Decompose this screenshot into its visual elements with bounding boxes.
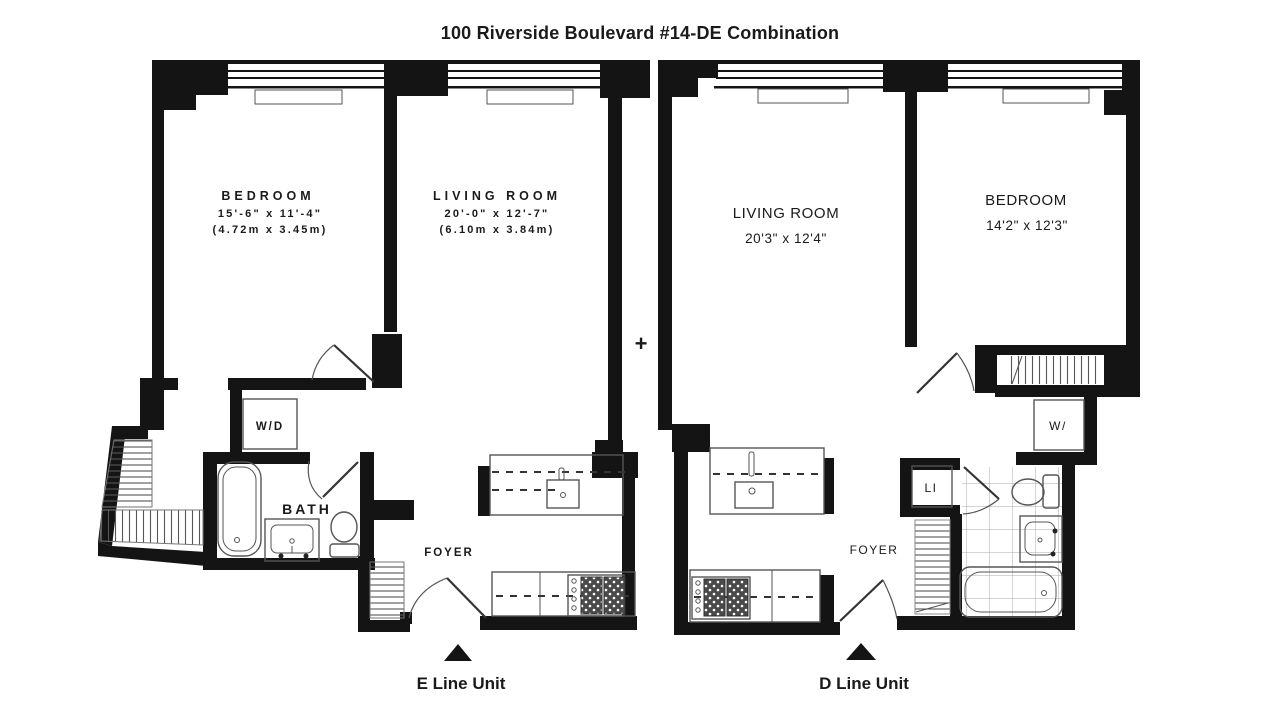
d-foyer-label: FOYER — [849, 543, 899, 557]
d-bedroom-door — [917, 353, 974, 393]
d-entry-marker-icon — [846, 643, 876, 660]
d-linen-label: LI — [924, 481, 938, 495]
e-bedroom-label: BEDROOM — [221, 189, 315, 203]
e-kitchen — [490, 455, 635, 616]
e-bedroom-door — [312, 345, 374, 382]
e-bathtub — [218, 462, 261, 556]
e-entry-marker-icon — [444, 644, 472, 661]
d-living-radiator — [758, 89, 848, 103]
e-kitchen-sink — [547, 480, 579, 508]
e-bath-door — [308, 461, 358, 499]
d-bedroom-dim-ft: 14'2" x 12'3" — [986, 218, 1068, 233]
combination-plus-sign: + — [634, 331, 648, 356]
e-washer-dryer-label: W/D — [255, 421, 285, 433]
d-entry-door — [840, 580, 897, 621]
d-living-label: LIVING ROOM — [732, 205, 840, 222]
e-bedroom-dim-ft: 15'-6" x 11'-4" — [217, 208, 323, 220]
e-bath-label: BATH — [282, 501, 332, 517]
e-bath-sink — [265, 519, 319, 561]
page-title: 100 Riverside Boulevard #14-DE Combination — [440, 23, 840, 43]
e-angled-closet-lower — [100, 510, 203, 545]
e-living-radiator — [487, 90, 573, 104]
d-unit-label: D Line Unit — [819, 674, 909, 693]
e-unit-walls — [98, 60, 650, 632]
d-washer-label: W/ — [1049, 419, 1067, 433]
e-washer-dryer-closet — [243, 399, 297, 449]
e-bedroom-radiator — [255, 90, 342, 104]
d-bedroom-label: BEDROOM — [985, 192, 1067, 209]
e-stove — [568, 575, 625, 616]
d-kitchen — [690, 448, 824, 622]
e-living-label: LIVING ROOM — [432, 189, 562, 203]
d-kitchen-sink — [735, 482, 773, 508]
d-living-dim-ft: 20'3" x 12'4" — [745, 231, 827, 246]
e-toilet — [330, 512, 359, 557]
d-washer-closet — [1034, 400, 1084, 450]
e-bedroom-dim-m: (4.72m x 3.45m) — [212, 224, 328, 236]
e-unit-floorplan — [98, 60, 650, 693]
d-bedroom-closet — [1008, 356, 1100, 384]
e-entry-door — [409, 578, 486, 618]
e-unit-label: E Line Unit — [416, 674, 506, 693]
d-unit-floorplan — [658, 60, 1140, 693]
d-linen-closet — [912, 466, 952, 507]
e-foyer-label: FOYER — [424, 547, 474, 559]
d-kitchen-counter-top — [710, 448, 824, 514]
d-foyer-closet — [915, 520, 950, 614]
d-bedroom-radiator — [1003, 89, 1089, 103]
e-foyer-closet — [370, 562, 404, 618]
d-unit-walls — [658, 60, 1140, 635]
e-living-dim-m: (6.10m x 3.84m) — [439, 224, 555, 236]
e-living-dim-ft: 20'-0" x 12'-7" — [444, 208, 550, 220]
